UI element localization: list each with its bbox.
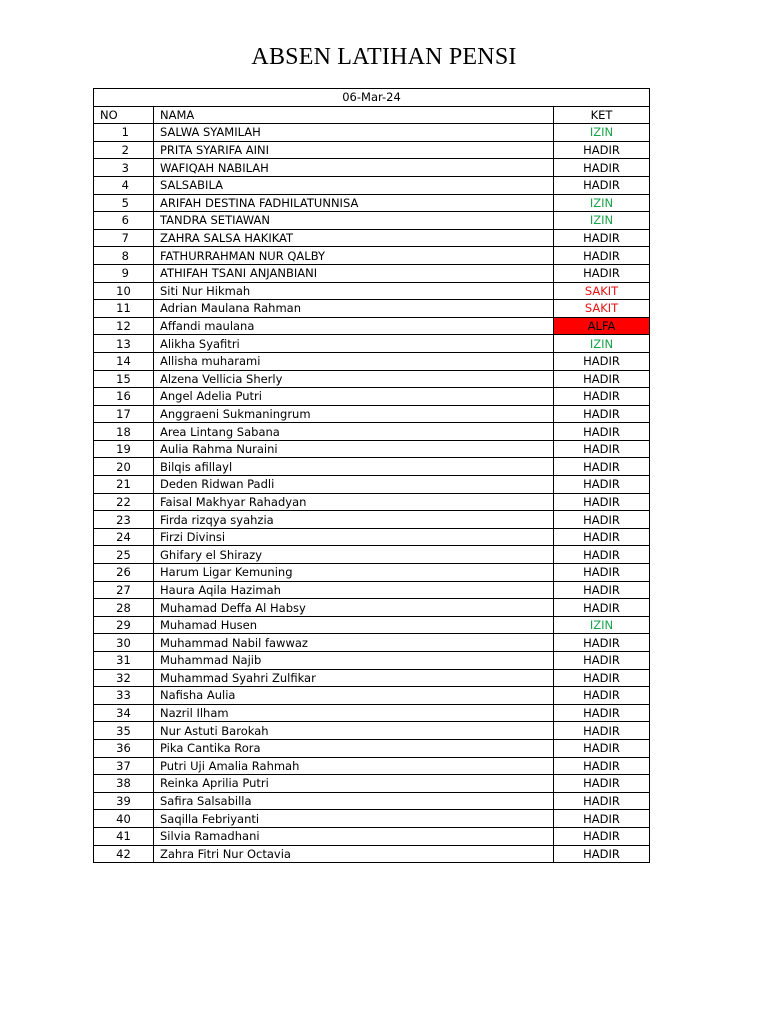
row-name: Alikha Syafitri — [154, 335, 554, 353]
row-name: Muhamad Husen — [154, 616, 554, 634]
row-status: HADIR — [554, 493, 650, 511]
row-name: Alzena Vellicia Sherly — [154, 370, 554, 388]
row-number: 25 — [94, 546, 154, 564]
row-name: Haura Aqila Hazimah — [154, 581, 554, 599]
table-row — [94, 687, 650, 705]
row-number: 33 — [94, 687, 154, 705]
row-status: HADIR — [554, 845, 650, 863]
table-row — [94, 423, 650, 441]
row-status: IZIN — [554, 335, 650, 353]
table-row — [94, 405, 650, 423]
row-number: 14 — [94, 352, 154, 370]
row-status: HADIR — [554, 792, 650, 810]
row-number: 21 — [94, 476, 154, 494]
row-status: SAKIT — [554, 300, 650, 318]
table-row — [94, 581, 650, 599]
row-name: Reinka Aprilia Putri — [154, 775, 554, 793]
table-row — [94, 352, 650, 370]
row-number: 16 — [94, 388, 154, 406]
table-row — [94, 739, 650, 757]
row-number: 15 — [94, 370, 154, 388]
row-status: HADIR — [554, 739, 650, 757]
table-row — [94, 652, 650, 670]
row-status: HADIR — [554, 511, 650, 529]
row-name: Muhammad Najib — [154, 652, 554, 670]
row-number: 1 — [94, 124, 154, 142]
row-name: Muhammad Nabil fawwaz — [154, 634, 554, 652]
row-number: 17 — [94, 405, 154, 423]
row-name: ZAHRA SALSA HAKIKAT — [154, 229, 554, 247]
row-name: Affandi maulana — [154, 317, 554, 335]
row-status: HADIR — [554, 388, 650, 406]
table-row — [94, 247, 650, 265]
row-name: Firzi Divinsi — [154, 528, 554, 546]
row-status: HADIR — [554, 528, 650, 546]
row-number: 8 — [94, 247, 154, 265]
row-status: HADIR — [554, 775, 650, 793]
row-name: Bilqis afillayl — [154, 458, 554, 476]
row-status: HADIR — [554, 634, 650, 652]
table-row — [94, 845, 650, 863]
row-number: 22 — [94, 493, 154, 511]
attendance-table-body — [94, 89, 650, 863]
table-row — [94, 528, 650, 546]
row-name: Safira Salsabilla — [154, 792, 554, 810]
row-name: PRITA SYARIFA AINI — [154, 141, 554, 159]
table-row — [94, 775, 650, 793]
row-status: HADIR — [554, 546, 650, 564]
row-number: 12 — [94, 317, 154, 335]
row-number: 20 — [94, 458, 154, 476]
row-number: 23 — [94, 511, 154, 529]
row-name: Nur Astuti Barokah — [154, 722, 554, 740]
row-name: Angel Adelia Putri — [154, 388, 554, 406]
row-status: HADIR — [554, 247, 650, 265]
header-ket: KET — [554, 106, 650, 124]
row-number: 36 — [94, 739, 154, 757]
row-status: HADIR — [554, 159, 650, 177]
header-name: NAMA — [154, 106, 554, 124]
row-status: IZIN — [554, 616, 650, 634]
table-row — [94, 335, 650, 353]
row-status: HADIR — [554, 370, 650, 388]
row-name: Siti Nur Hikmah — [154, 282, 554, 300]
table-row — [94, 282, 650, 300]
row-status: HADIR — [554, 423, 650, 441]
table-row — [94, 458, 650, 476]
table-row — [94, 669, 650, 687]
row-status: HADIR — [554, 458, 650, 476]
row-name: Muhamad Deffa Al Habsy — [154, 599, 554, 617]
row-status: HADIR — [554, 810, 650, 828]
table-row — [94, 300, 650, 318]
table-row — [94, 212, 650, 230]
row-number: 26 — [94, 564, 154, 582]
row-status: HADIR — [554, 722, 650, 740]
row-name: SALWA SYAMILAH — [154, 124, 554, 142]
row-name: Saqilla Febriyanti — [154, 810, 554, 828]
row-status: HADIR — [554, 757, 650, 775]
row-name: Nafisha Aulia — [154, 687, 554, 705]
document-title: ABSEN LATIHAN PENSI — [251, 44, 517, 70]
row-name: ATHIFAH TSANI ANJANBIANI — [154, 264, 554, 282]
row-status: IZIN — [554, 124, 650, 142]
table-row — [94, 757, 650, 775]
row-number: 27 — [94, 581, 154, 599]
row-number: 32 — [94, 669, 154, 687]
table-row — [94, 493, 650, 511]
row-status: SAKIT — [554, 282, 650, 300]
row-number: 38 — [94, 775, 154, 793]
table-row — [94, 599, 650, 617]
row-status: HADIR — [554, 176, 650, 194]
row-number: 28 — [94, 599, 154, 617]
row-status: IZIN — [554, 212, 650, 230]
date-row — [94, 89, 650, 107]
table-row — [94, 792, 650, 810]
row-name: Harum Ligar Kemuning — [154, 564, 554, 582]
table-row — [94, 229, 650, 247]
row-status: HADIR — [554, 229, 650, 247]
row-number: 5 — [94, 194, 154, 212]
row-number: 31 — [94, 652, 154, 670]
row-number: 40 — [94, 810, 154, 828]
row-status: HADIR — [554, 581, 650, 599]
row-name: Nazril Ilham — [154, 704, 554, 722]
row-status: HADIR — [554, 141, 650, 159]
row-number: 34 — [94, 704, 154, 722]
table-row — [94, 317, 650, 335]
row-status: HADIR — [554, 440, 650, 458]
table-row — [94, 634, 650, 652]
row-number: 42 — [94, 845, 154, 863]
attendance-table — [93, 88, 650, 863]
header-row — [94, 106, 650, 124]
row-number: 39 — [94, 792, 154, 810]
table-row — [94, 176, 650, 194]
row-name: WAFIQAH NABILAH — [154, 159, 554, 177]
row-number: 30 — [94, 634, 154, 652]
row-name: Allisha muharami — [154, 352, 554, 370]
row-status: HADIR — [554, 827, 650, 845]
row-name: Deden Ridwan Padli — [154, 476, 554, 494]
row-status: HADIR — [554, 704, 650, 722]
row-status: ALFA — [554, 317, 650, 335]
row-number: 24 — [94, 528, 154, 546]
row-name: Zahra Fitri Nur Octavia — [154, 845, 554, 863]
row-number: 29 — [94, 616, 154, 634]
row-number: 7 — [94, 229, 154, 247]
table-row — [94, 159, 650, 177]
table-row — [94, 616, 650, 634]
table-row — [94, 264, 650, 282]
row-number: 10 — [94, 282, 154, 300]
row-number: 13 — [94, 335, 154, 353]
row-status: HADIR — [554, 352, 650, 370]
row-status: HADIR — [554, 405, 650, 423]
row-number: 37 — [94, 757, 154, 775]
row-status: IZIN — [554, 194, 650, 212]
row-number: 9 — [94, 264, 154, 282]
row-number: 41 — [94, 827, 154, 845]
row-name: Anggraeni Sukmaningrum — [154, 405, 554, 423]
table-row — [94, 546, 650, 564]
date-cell: 06-Mar-24 — [94, 89, 650, 107]
row-status: HADIR — [554, 264, 650, 282]
table-row — [94, 722, 650, 740]
row-name: TANDRA SETIAWAN — [154, 212, 554, 230]
row-status: HADIR — [554, 599, 650, 617]
row-name: Pika Cantika Rora — [154, 739, 554, 757]
row-name: Aulia Rahma Nuraini — [154, 440, 554, 458]
row-name: Silvia Ramadhani — [154, 827, 554, 845]
table-row — [94, 810, 650, 828]
table-row — [94, 124, 650, 142]
row-number: 19 — [94, 440, 154, 458]
table-row — [94, 704, 650, 722]
row-name: Ghifary el Shirazy — [154, 546, 554, 564]
row-status: HADIR — [554, 687, 650, 705]
row-number: 3 — [94, 159, 154, 177]
row-number: 11 — [94, 300, 154, 318]
header-no: NO — [94, 106, 154, 124]
row-number: 6 — [94, 212, 154, 230]
table-row — [94, 511, 650, 529]
table-row — [94, 476, 650, 494]
row-name: FATHURRAHMAN NUR QALBY — [154, 247, 554, 265]
table-row — [94, 827, 650, 845]
row-name: ARIFAH DESTINA FADHILATUNNISA — [154, 194, 554, 212]
row-status: HADIR — [554, 652, 650, 670]
table-row — [94, 388, 650, 406]
row-status: HADIR — [554, 564, 650, 582]
row-number: 4 — [94, 176, 154, 194]
table-row — [94, 564, 650, 582]
row-name: Faisal Makhyar Rahadyan — [154, 493, 554, 511]
row-name: Firda rizqya syahzia — [154, 511, 554, 529]
row-number: 18 — [94, 423, 154, 441]
row-name: Adrian Maulana Rahman — [154, 300, 554, 318]
row-name: SALSABILA — [154, 176, 554, 194]
table-row — [94, 194, 650, 212]
row-name: Area Lintang Sabana — [154, 423, 554, 441]
row-name: Putri Uji Amalia Rahmah — [154, 757, 554, 775]
row-number: 35 — [94, 722, 154, 740]
row-number: 2 — [94, 141, 154, 159]
row-status: HADIR — [554, 476, 650, 494]
table-row — [94, 141, 650, 159]
row-status: HADIR — [554, 669, 650, 687]
table-row — [94, 440, 650, 458]
table-row — [94, 370, 650, 388]
row-name: Muhammad Syahri Zulfikar — [154, 669, 554, 687]
